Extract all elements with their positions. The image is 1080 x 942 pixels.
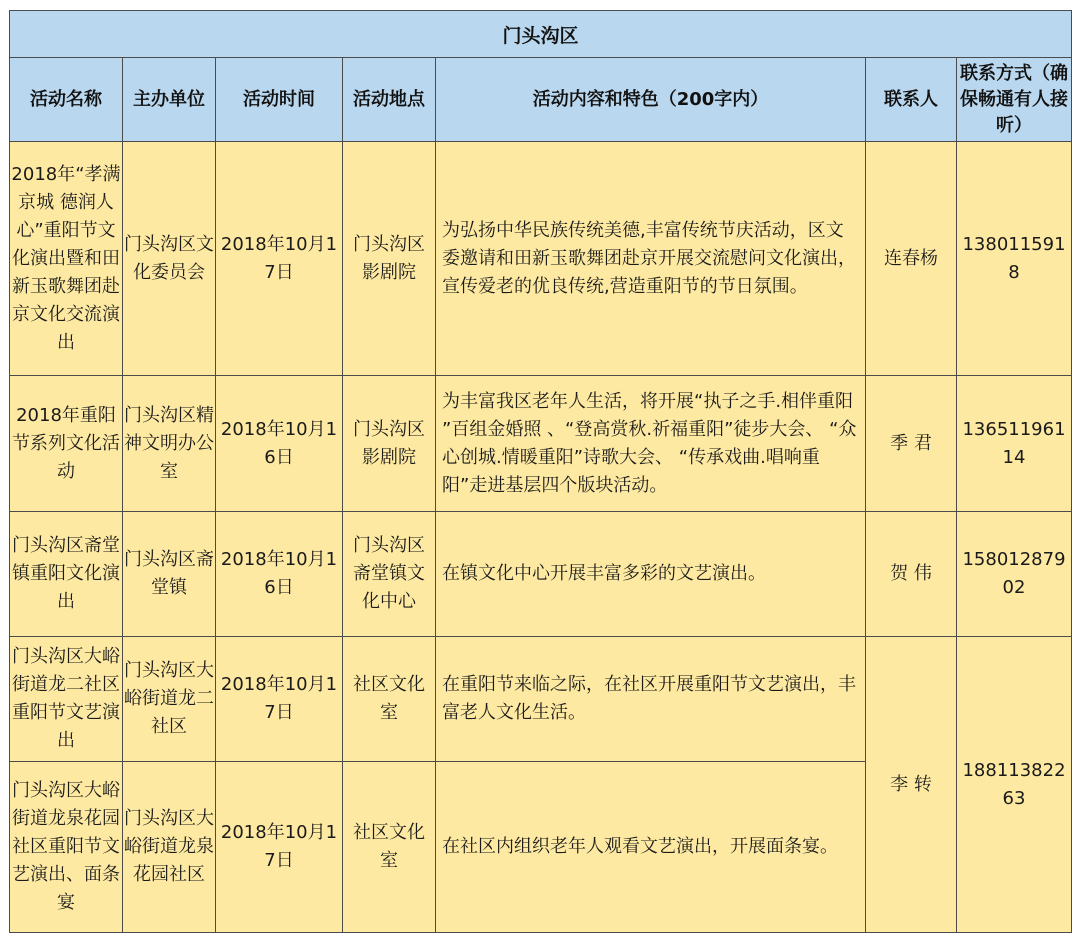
row-content: 在社区内组织老年人观看文艺演出，开展面条宴。 (436, 762, 866, 933)
row-name: 2018年重阳节系列文化活动 (10, 376, 123, 512)
row-place: 门头沟区影剧院 (343, 376, 436, 512)
header-org: 主办单位 (123, 58, 216, 142)
row-time: 2018年10月16日 (216, 512, 343, 637)
row-org: 门头沟区文化委员会 (123, 142, 216, 376)
row-contact: 贺 伟 (866, 512, 957, 637)
header-time: 活动时间 (216, 58, 343, 142)
shared-contact: 李 转 (866, 637, 957, 933)
row-place: 社区文化室 (343, 762, 436, 933)
row-phone: 136511961 14 (957, 376, 1072, 512)
table-row (10, 512, 1072, 637)
row-org: 门头沟区斋堂镇 (123, 512, 216, 637)
row-org: 门头沟区大峪街道龙泉花园社区 (123, 762, 216, 933)
row-place: 社区文化室 (343, 637, 436, 762)
row-place: 门头沟区斋堂镇文化中心 (343, 512, 436, 637)
table-title: 门头沟区 (10, 11, 1072, 58)
header-content: 活动内容和特色（200字内） (436, 58, 866, 142)
header-row (10, 58, 1072, 142)
row-content: 在重阳节来临之际，在社区开展重阳节文艺演出，丰富老人文化生活。 (436, 637, 866, 762)
table-row (10, 637, 1072, 762)
row-time: 2018年10月17日 (216, 142, 343, 376)
row-name: 门头沟区大峪街道龙泉花园社区重阳节文艺演出、面条宴 (10, 762, 123, 933)
row-content: 为弘扬中华民族传统美德,丰富传统节庆活动，区文委邀请和田新玉歌舞团赴京开展交流慰问文化演出，宣传爱老的优良传统,营造重阳节的节日氛围。 (436, 142, 866, 376)
header-name: 活动名称 (10, 58, 123, 142)
header-contact: 联系人 (866, 58, 957, 142)
row-place: 门头沟区影剧院 (343, 142, 436, 376)
row-name: 门头沟区大峪街道龙二社区重阳节文艺演出 (10, 637, 123, 762)
row-time: 2018年10月17日 (216, 637, 343, 762)
table-row (10, 142, 1072, 376)
shared-phone: 188113822 63 (957, 637, 1072, 933)
row-time: 2018年10月17日 (216, 762, 343, 933)
row-contact: 季 君 (866, 376, 957, 512)
row-name: 门头沟区斋堂镇重阳文化演出 (10, 512, 123, 637)
row-content: 在镇文化中心开展丰富多彩的文艺演出。 (436, 512, 866, 637)
header-phone: 联系方式（确保畅通有人接听） (957, 58, 1072, 142)
row-content: 为丰富我区老年人生活，将开展“执子之手.相伴重阳 ”百组金婚照 、“登高赏秋.祈福重阳”徒步大会、 “众心创城.情暖重阳”诗歌大会、 “传承戏曲.唱响重阳”走进基层四个版块活动。 (436, 376, 866, 512)
row-org: 门头沟区大峪街道龙二社区 (123, 637, 216, 762)
row-name: 2018年“孝满京城 德润人心”重阳节文化演出暨和田新玉歌舞团赴京文化交流演出 (10, 142, 123, 376)
row-phone: 138011591 8 (957, 142, 1072, 376)
header-place: 活动地点 (343, 58, 436, 142)
row-org: 门头沟区精神文明办公室 (123, 376, 216, 512)
row-time: 2018年10月16日 (216, 376, 343, 512)
row-phone: 158012879 02 (957, 512, 1072, 637)
table-row (10, 376, 1072, 512)
row-contact: 连春杨 (866, 142, 957, 376)
activity-table (9, 10, 1072, 933)
